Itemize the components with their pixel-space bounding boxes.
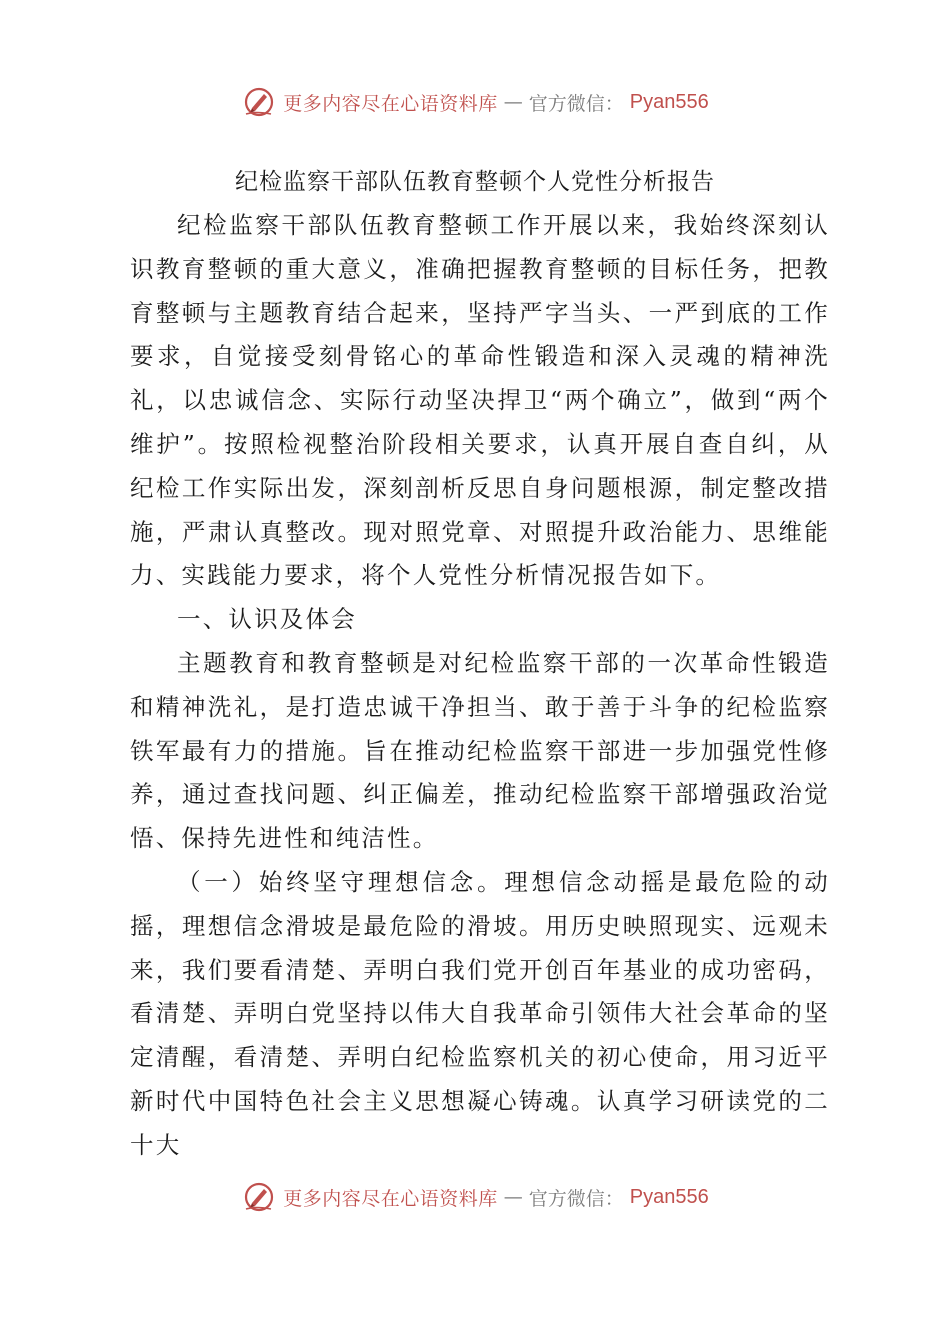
pen-logo-icon xyxy=(241,84,277,120)
header-banner xyxy=(0,82,950,122)
paragraph-section-1: 主题教育和教育整顿是对纪检监察干部的一次革命性锻造和精神洗礼，是打造忠诚干净担当、敢于善于斗争的纪检监察铁军最有力的措施。旨在推动纪检监察干部进一步加强党性修养，通过查找问题、纠正偏差，推动纪检监察干部增强政治觉悟、保持先进性和纯洁性。 xyxy=(130,648,830,853)
banner-wechat-label: 官方微信： xyxy=(528,1187,624,1210)
footer-banner xyxy=(0,1177,950,1217)
paragraph-intro: 纪检监察干部队伍教育整顿工作开展以来，我始终深刻认识教育整顿的重大意义，准确把握教育整顿的目标任务，把教育整顿与主题教育结合起来，坚持严字当头、一严到底的工作要求，自觉接受刻骨铭心的革命性锻造和深入灵魂的精神洗礼，以忠诚信念、实际行动坚决捍卫“两个确立”，做到“两个维护”。按照检视整治阶段相关要求，认真开展自查自纠，从纪检工作实际出发，深刻剖析反思自身问题根源，制定整改措施，严肃认真整改。现对照党章、对照提升政治能力、思维能力、实践能力要求，将个人党性分析情况报告如下。 xyxy=(130,211,830,590)
document-title: 纪检监察干部队伍教育整顿个人党性分析报告 xyxy=(235,169,715,195)
banner-dash: — xyxy=(503,1186,523,1208)
banner-wechat-id: Pyan556 xyxy=(629,90,709,113)
section-heading-1: 一、认识及体会 xyxy=(177,605,357,634)
banner-brand: 更多内容尽在心语资料库 xyxy=(283,1187,498,1210)
banner-brand: 更多内容尽在心语资料库 xyxy=(283,92,498,115)
banner-dash: — xyxy=(503,91,523,113)
banner-wechat-id: Pyan556 xyxy=(629,1185,709,1208)
paragraph-subsection-1: （一）始终坚守理想信念。理想信念动摇是最危险的动摇，理想信念滑坡是最危险的滑坡。用历史映照现实、远观未来，我们要看清楚、弄明白我们党开创百年基业的成功密码，看清楚、弄明白党坚持以伟大自我革命引领伟大社会革命的坚定清醒，看清楚、弄明白纪检监察机关的初心使命，用习近平新时代中国特色社会主义思想凝心铸魂。认真学习研读党的二十大 xyxy=(130,867,830,1159)
document-body xyxy=(130,204,830,1168)
pen-logo-icon xyxy=(241,1179,277,1215)
banner-wechat-label: 官方微信： xyxy=(528,92,624,115)
